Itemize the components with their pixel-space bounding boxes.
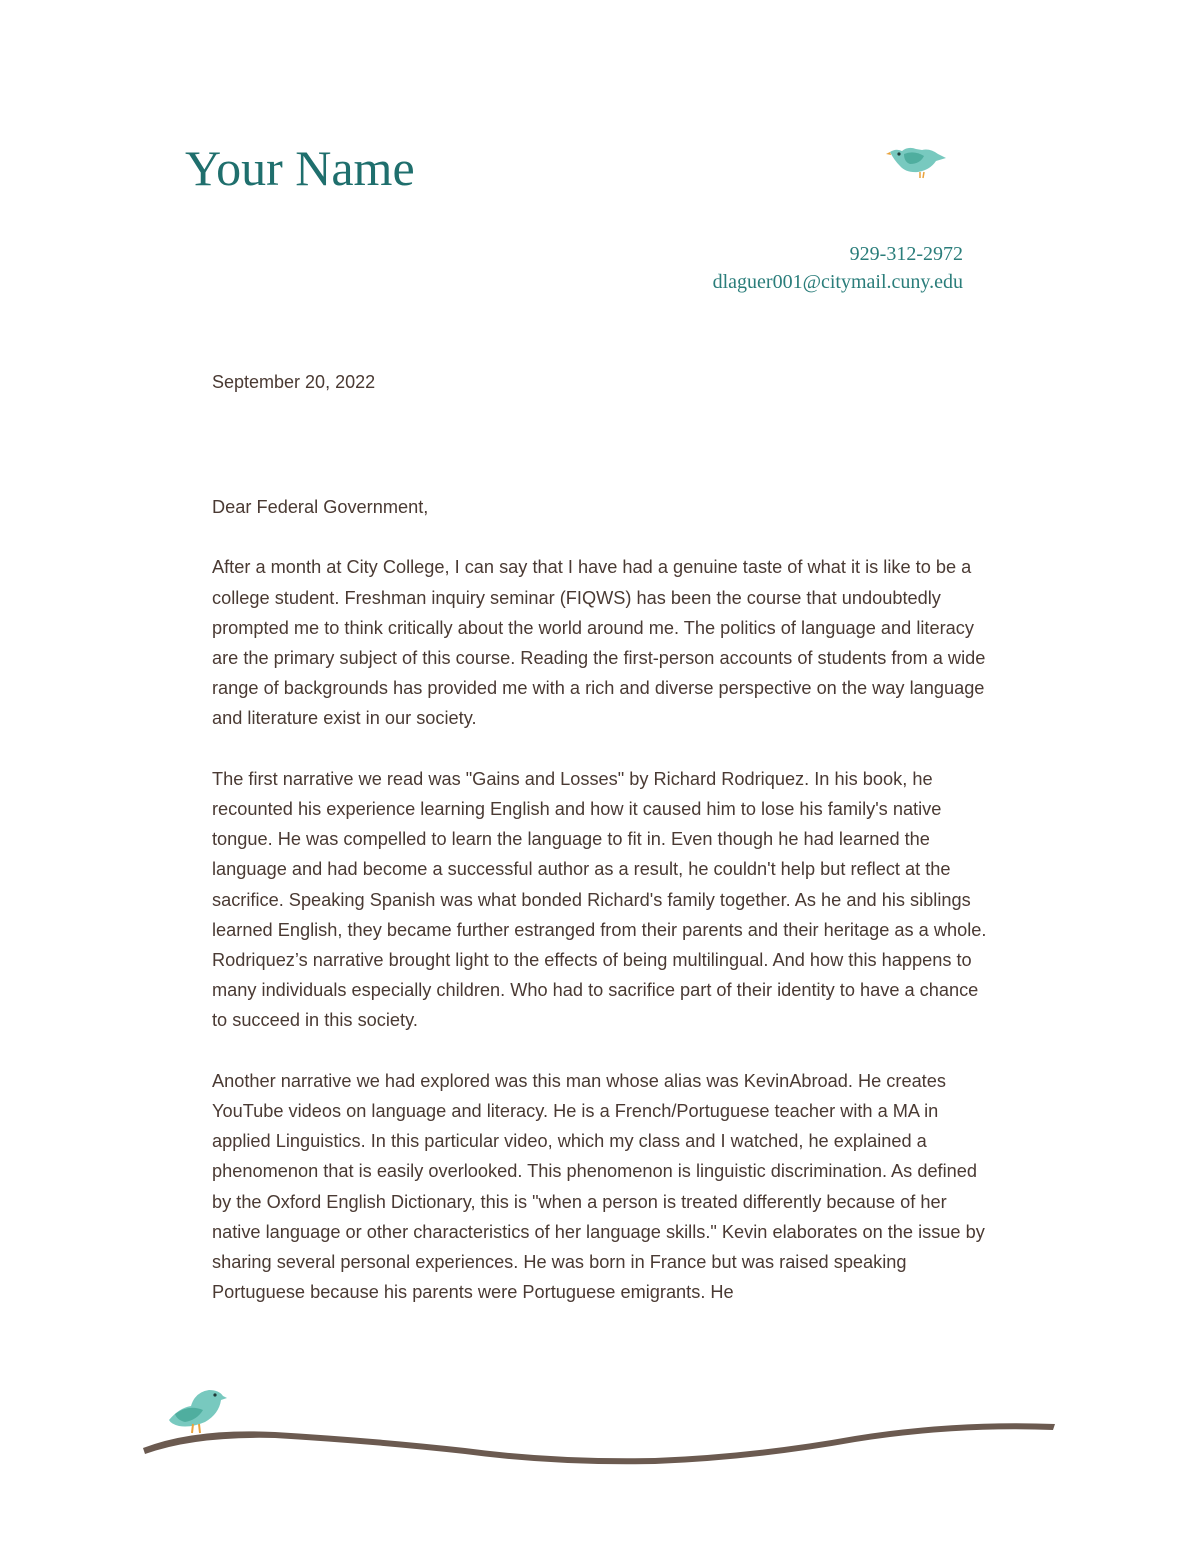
letter-date: September 20, 2022 xyxy=(212,372,376,392)
bird-icon xyxy=(169,1390,227,1433)
contact-block xyxy=(713,240,963,296)
phone-number: 929-312-2972 xyxy=(849,243,963,265)
salutation: Dear Federal Government, xyxy=(212,497,429,517)
footer-branch-illustration xyxy=(135,1378,1065,1478)
bird-icon xyxy=(886,142,948,182)
paragraph-3: Another narrative we had explored was this man whose alias was KevinAbroad. He creates YouTube videos on language and literacy. He is a French/Portuguese teacher with a MA in applied Linguistics. In this particular video, which my class and I watched, he explained a phenomenon that is easily overlooked. This phenomenon is linguistic discrimination. As defined by the Oxford English Dictionary, this is "when a person is treated differently because of her native language or other characteristics of her language skills." Kevin elaborates on the issue by sharing several personal experiences. He was born in France but was raised speaking Portuguese because his parents were Portuguese emigrants. He xyxy=(212,1070,985,1303)
paragraph-1: After a month at City College, I can say that I have had a genuine taste of what it is like to be a college student. Freshman inquiry seminar (FIQWS) has been the course that undoubtedly prompted me to think critically about the world around me. The politics of language and literacy are the primary subject of this course. Reading the first-person accounts of students from a wide range of backgrounds has provided me with a rich and diverse perspective on the way language and literature exist in our society. xyxy=(212,557,986,729)
letter-body xyxy=(212,492,997,1338)
paragraph-2: The first narrative we read was "Gains and Losses" by Richard Rodriquez. In his book, he recounted his experience learning English and how it caused him to lose his family's native tongue. He was compelled to learn the language to fit in. Even though he had learned the language and had become a successful author as a result, he couldn't help but reflect at the sacrifice. Speaking Spanish was what bonded Richard's family together. As he and his siblings learned English, they became further estranged from their parents and their heritage as a whole. Rodriquez’s narrative brought light to the effects of being multilingual. And how this happens to many individuals especially children. Who had to sacrifice part of their identity to have a chance to succeed in this society. xyxy=(212,768,987,1031)
branch-line xyxy=(143,1423,1055,1464)
sender-name: Your Name xyxy=(185,140,415,196)
email-address: dlaguer001@citymail.cuny.edu xyxy=(712,271,963,293)
